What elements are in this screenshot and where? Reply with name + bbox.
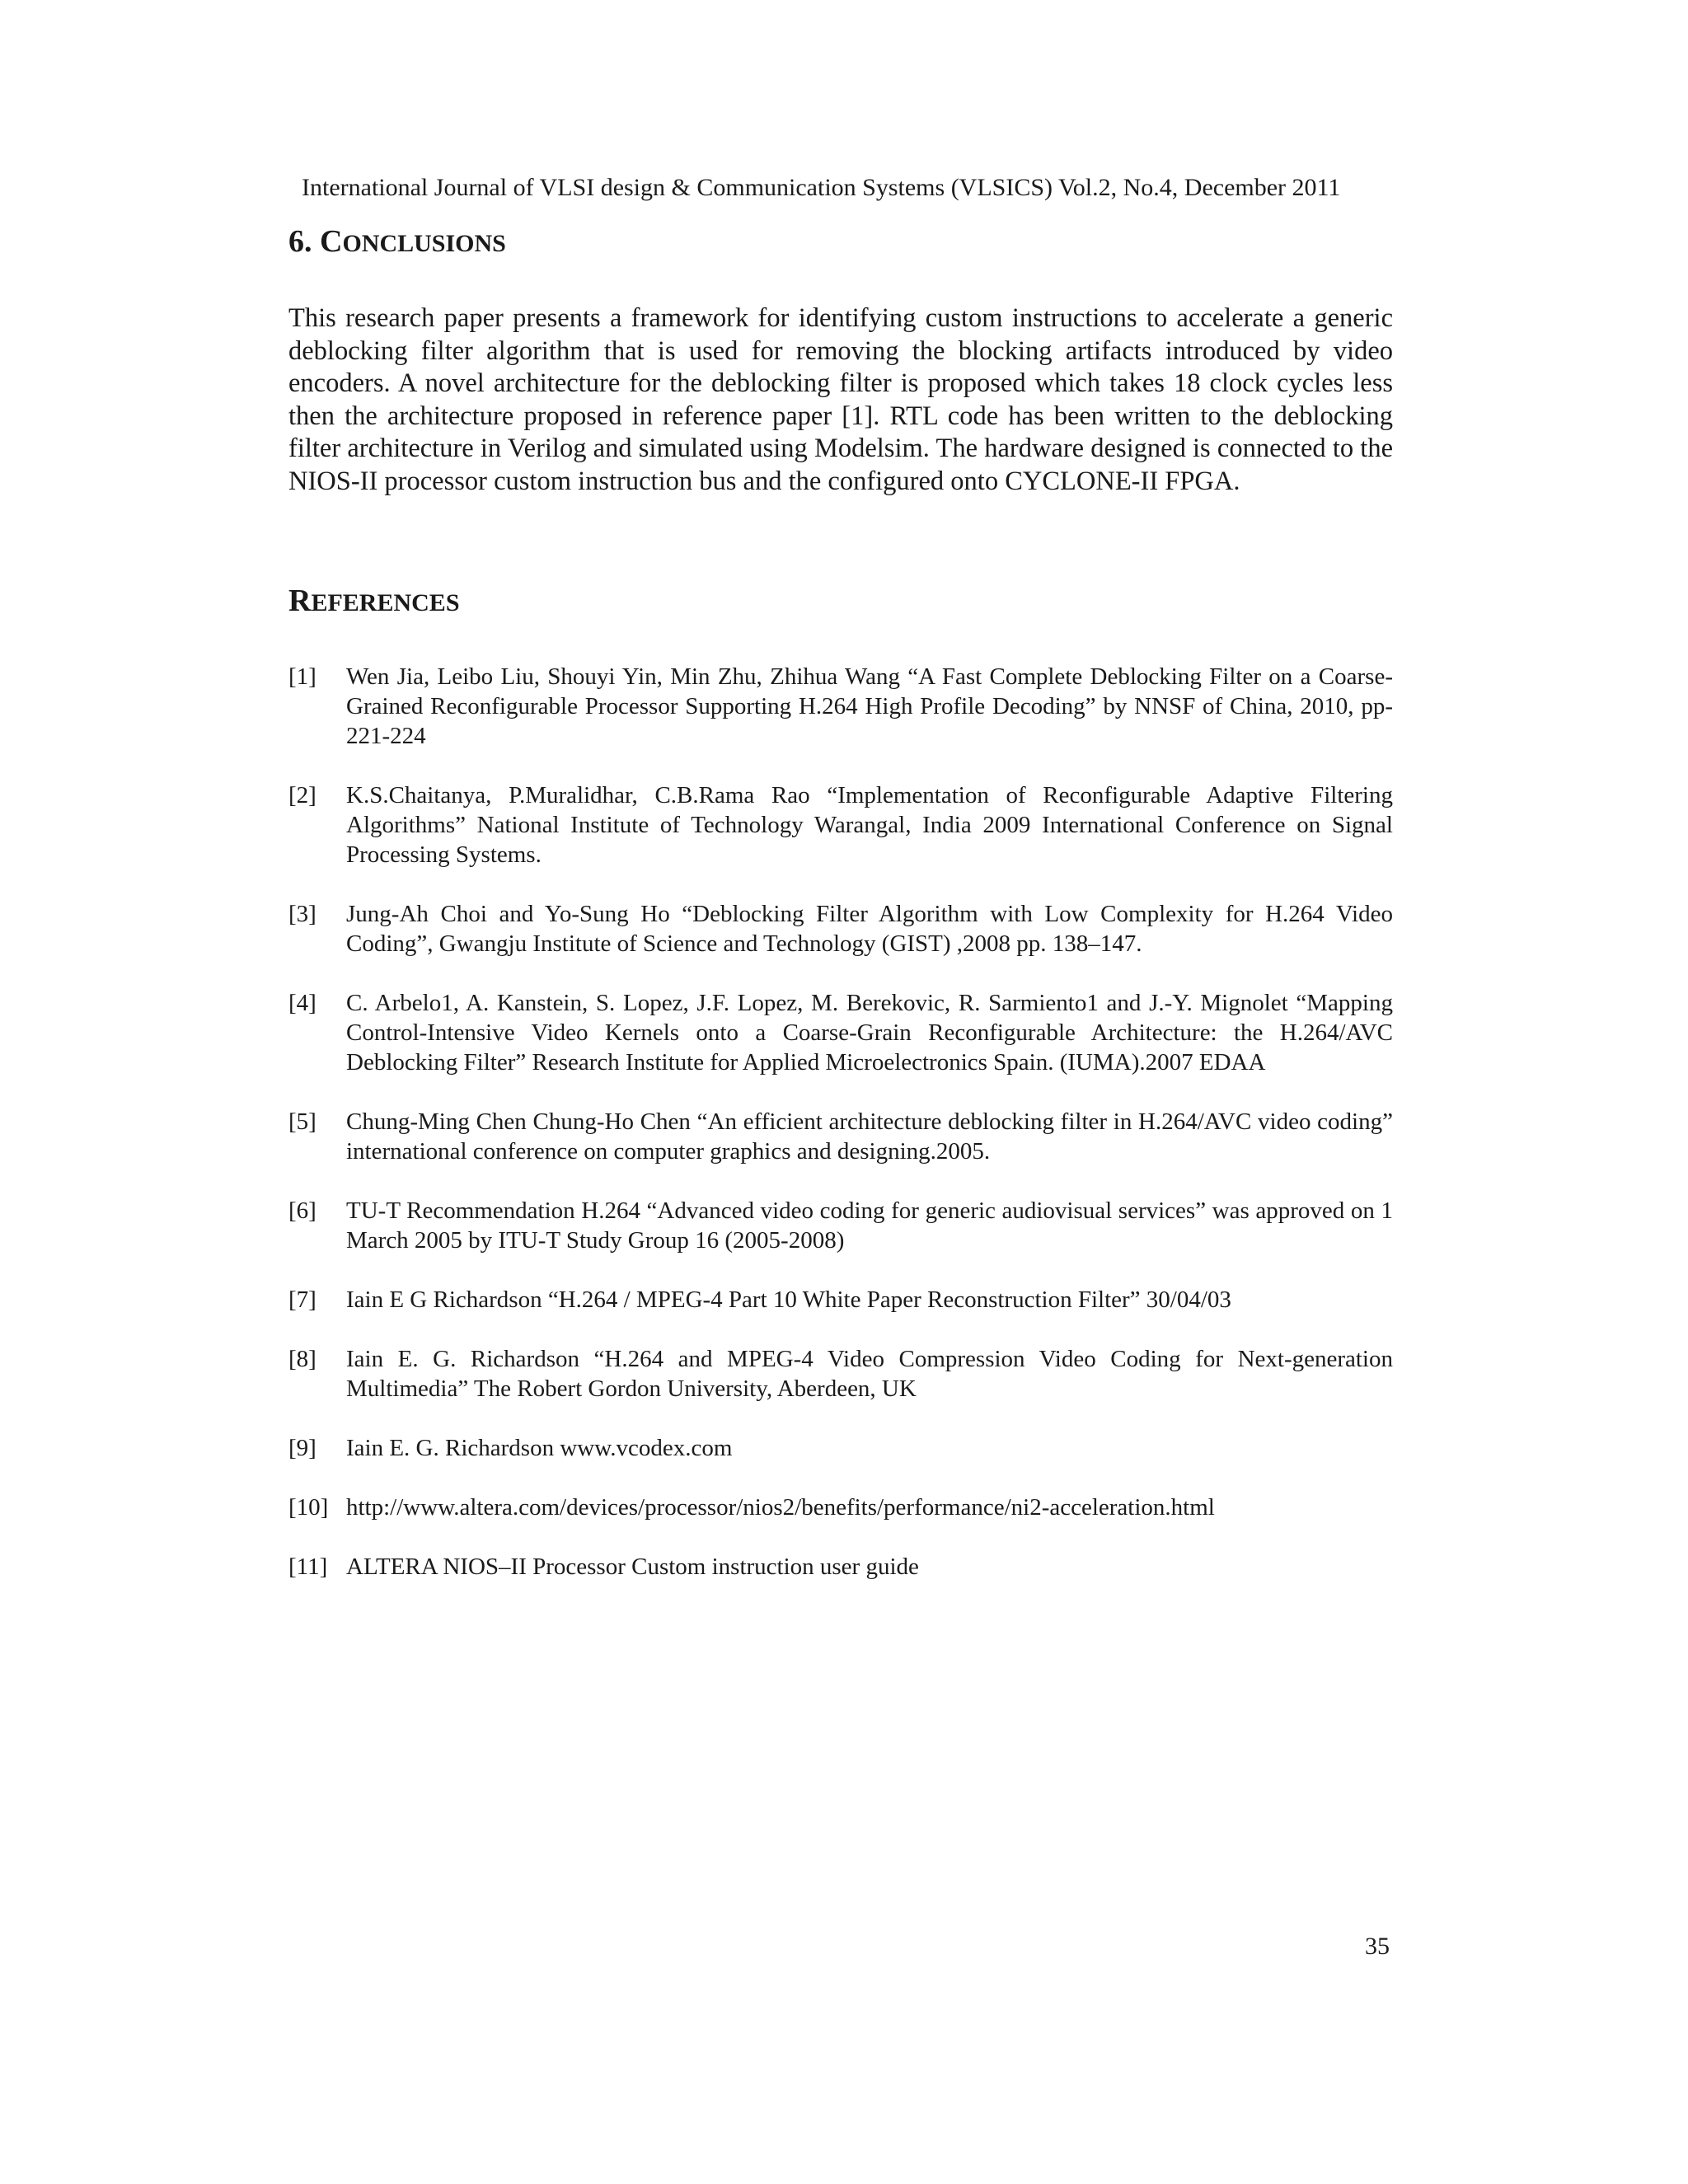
reference-number: [9]	[288, 1435, 316, 1461]
reference-item	[288, 1433, 1393, 1463]
conclusions-paragraph: This research paper presents a framework for identifying custom instructions to accelerate a generic deblocking filter algorithm that is used for removing the blocking artifacts introduced by video encoders. A novel architecture for the deblocking filter is proposed which takes 18 clock cycles less then the architecture proposed in reference paper [1]. RTL code has been written to the deblocking filter architecture in Verilog and simulated using Modelsim. The hardware designed is connected to the NIOS-II processor custom instruction bus and the configured onto CYCLONE-II FPGA.	[288, 303, 1393, 496]
reference-link[interactable]: http://www.altera.com/devices/processor/nios2/benefits/performance/ni2-acceleration.html	[346, 1494, 1215, 1521]
reference-text: TU-T Recommendation H.264 “Advanced video coding for generic audiovisual services” was approved on 1 March 2005 by ITU-T Study Group 16 (2005-2008)	[346, 1197, 1393, 1254]
conclusions-number: 6.	[288, 224, 320, 259]
reference-text: Chung-Ming Chen Chung-Ho Chen “An efficient architecture deblocking filter in H.264/AVC video coding” international conference on computer graphics and designing.2005.	[346, 1108, 1393, 1165]
reference-item	[288, 899, 1393, 958]
reference-text: Iain E. G. Richardson “H.264 and MPEG-4 Video Compression Video Coding for Next-generation Multimedia” The Robert Gordon University, Aberdeen, UK	[346, 1346, 1393, 1402]
reference-number: [8]	[288, 1346, 316, 1372]
page-number: 35	[1365, 1933, 1390, 1960]
running-header: International Journal of VLSI design & Communication Systems (VLSICS) Vol.2, No.4, December 2011	[302, 174, 1341, 201]
reference-item	[288, 988, 1393, 1077]
reference-text: Iain E. G. Richardson www.vcodex.com	[346, 1435, 733, 1461]
reference-text: Jung-Ah Choi and Yo-Sung Ho “Deblocking Filter Algorithm with Low Complexity for H.264 Video Coding”, Gwangju Institute of Science and Technology (GIST) ,2008 pp. 138–147.	[346, 901, 1393, 957]
conclusions-heading-rest: ONCLUSIONS	[342, 230, 506, 257]
conclusions-heading-initial: C	[320, 224, 343, 259]
reference-number: [2]	[288, 782, 316, 808]
reference-number: [4]	[288, 990, 316, 1016]
reference-item	[288, 1552, 1393, 1582]
reference-item	[288, 1107, 1393, 1166]
reference-text: C. Arbelo1, A. Kanstein, S. Lopez, J.F. Lopez, M. Berekovic, R. Sarmiento1 and J.-Y. Mignolet “Mapping Control-Intensive Video Kernels onto a Coarse-Grain Reconfigurable Architecture: the H.264/AVC Deblocking Filter” Research Institute for Applied Microelectronics Spain. (IUMA).2007 EDAA	[346, 990, 1393, 1076]
reference-list	[288, 662, 1393, 1611]
reference-number: [11]	[288, 1554, 328, 1580]
reference-item	[288, 1285, 1393, 1315]
reference-text: ALTERA NIOS–II Processor Custom instruction user guide	[346, 1554, 919, 1580]
reference-text: Iain E G Richardson “H.264 / MPEG-4 Part 10 White Paper Reconstruction Filter” 30/04/03	[346, 1286, 1231, 1313]
reference-item	[288, 780, 1393, 869]
reference-number: [1]	[288, 663, 316, 690]
references-heading-initial: R	[288, 583, 312, 618]
conclusions-heading	[288, 223, 506, 263]
references-heading-rest: EFERENCES	[311, 589, 460, 616]
reference-item	[288, 1344, 1393, 1404]
reference-text: Wen Jia, Leibo Liu, Shouyi Yin, Min Zhu, Zhihua Wang “A Fast Complete Deblocking Filter on a Coarse- Grained Reconfigurable Processor Supporting H.264 High Profile Decoding” by NNSF of China, 2010, pp-221-224	[346, 663, 1393, 749]
references-heading	[288, 582, 460, 622]
reference-number: [10]	[288, 1494, 329, 1521]
reference-number: [7]	[288, 1286, 316, 1313]
reference-item	[288, 1493, 1393, 1522]
reference-text: K.S.Chaitanya, P.Muralidhar, C.B.Rama Rao “Implementation of Reconfigurable Adaptive Filtering Algorithms” National Institute of Technology Warangal, India 2009 International Conference on Signal Processing Systems.	[346, 782, 1393, 868]
reference-item	[288, 662, 1393, 751]
reference-item	[288, 1196, 1393, 1255]
reference-number: [5]	[288, 1108, 316, 1135]
reference-number: [3]	[288, 901, 316, 927]
reference-number: [6]	[288, 1197, 316, 1224]
